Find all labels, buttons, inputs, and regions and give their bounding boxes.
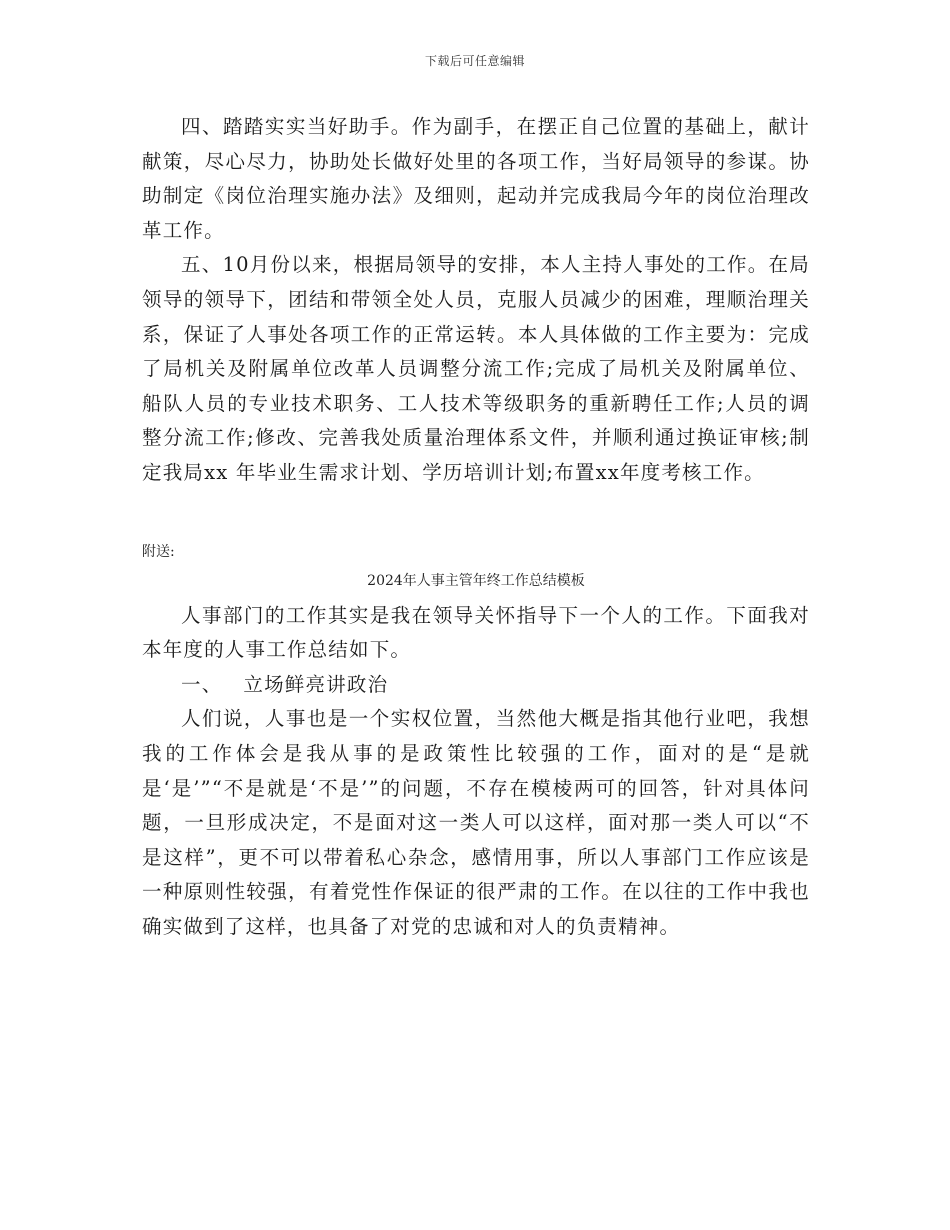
section-heading: [142, 668, 810, 703]
section-spacer: [142, 491, 810, 541]
appendix-label: 附送:: [142, 543, 175, 560]
document-body: [142, 110, 810, 944]
page-header-note: 下载后可任意编辑: [424, 54, 525, 68]
section-paragraph: 人们说，人事也是一个实权位置，当然他大概是指其他行业吧，我想我的工作体会是我从事的是政策性比较强的工作，面对的是“是就是‘是’”“不是就是‘不是’”的问题，不存在模棱两可的回答，针对具体问题，一旦形成决定，不是面对这一类人可以这样，面对那一类人可以“不是这样”，更不可以带着私心杂念，感情用事，所以人事部门工作应该是一种原则性较强，有着党性作保证的很严肃的工作。在以往的工作中我也确实做到了这样，也具备了对党的忠诚和对人的负责精神。: [142, 707, 810, 938]
paragraph-five: 五、10月份以来，根据局领导的安排，本人主持人事处的工作。在局领导的领导下，团结和带领全处人员，克服人员减少的困难，理顺治理关系，保证了人事处各项工作的正常运转。本人具体做的工作主要为：完成了局机关及附属单位改革人员调整分流工作;完成了局机关及附属单位、船队人员的专业技术职务、工人技术等级职务的重新聘任工作;人员的调整分流工作;修改、完善我处质量治理体系文件，并顺利通过换证审核;制定我局xx 年毕业生需求计划、学历培训计划;布置xx年度考核工作。: [142, 253, 810, 484]
section-heading-text: 立场鲜亮讲政治: [243, 672, 389, 696]
appendix-title: 2024年人事主管年终工作总结模板: [367, 572, 585, 589]
section-heading-number: 一、: [181, 672, 223, 696]
intro-paragraph: 人事部门的工作其实是我在领导关怀指导下一个人的工作。下面我对本年度的人事工作总结如下。: [142, 603, 810, 662]
paragraph-four: 四、踏踏实实当好助手。作为副手，在摆正自己位置的基础上，献计献策，尽心尽力，协助处长做好处里的各项工作，当好局领导的参谋。协助制定《岗位治理实施办法》及细则，起动并完成我局今年的岗位治理改革工作。: [142, 115, 810, 242]
